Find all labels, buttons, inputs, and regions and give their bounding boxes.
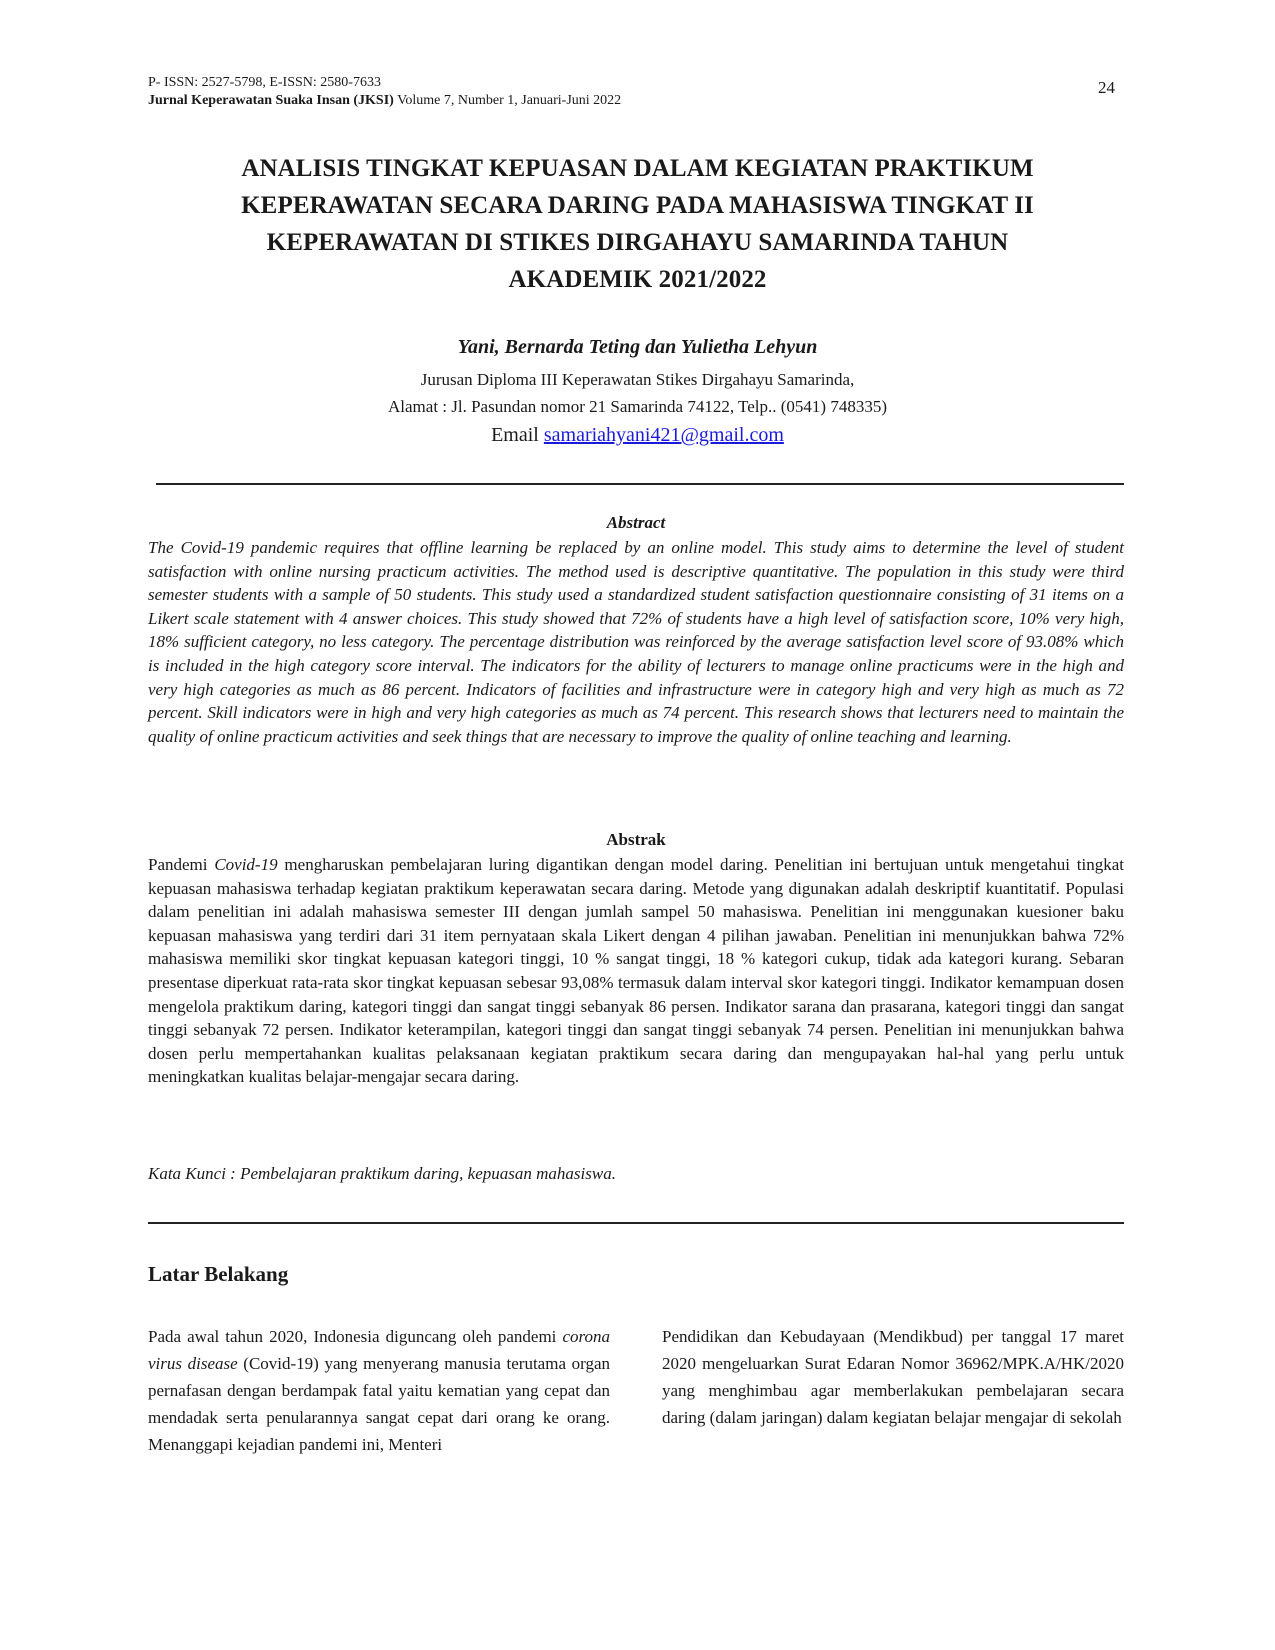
divider bbox=[156, 483, 1124, 485]
paper-title bbox=[140, 150, 1135, 298]
affiliation bbox=[140, 366, 1135, 420]
abstrak-italic-term: Covid-19 bbox=[214, 855, 278, 874]
body-italic-term: corona virus disease bbox=[148, 1327, 610, 1373]
abstrak-text: Pandemi bbox=[148, 855, 215, 874]
email-line bbox=[140, 424, 1135, 447]
body-text: (Covid-19) yang menyerang manusia terutama organ pernafasan dengan berdampak fatal yaitu kematian yang cepat dan mendadak serta penularannya sangat cepat dari orang ke orang. Menanggapi kejadian pandemi ini, Menteri bbox=[148, 1354, 610, 1454]
affiliation-line: Jurusan Diploma III Keperawatan Stikes Dirgahayu Samarinda, bbox=[420, 370, 855, 389]
body-text: Pada awal tahun 2020, Indonesia diguncang oleh pandemi bbox=[148, 1327, 563, 1346]
issn-line: P- ISSN: 2527-5798, E-ISSN: 2580-7633 bbox=[148, 75, 381, 90]
affiliation-line: Alamat : Jl. Pasundan nomor 21 Samarinda 74122, Telp.. (0541) 748335) bbox=[388, 397, 887, 416]
journal-header bbox=[148, 74, 1128, 110]
body-column-right: Pendidikan dan Kebudayaan (Mendikbud) per tanggal 17 maret 2020 mengeluarkan Surat Edaran Nomor 36962/MPK.A/HK/2020 yang menghimbau agar memberlakukan pembelajaran secara daring (dalam jaringan) dalam kegiatan belajar mengajar di sekolah bbox=[662, 1327, 1124, 1427]
email-label: Email bbox=[491, 424, 544, 446]
section-heading: Latar Belakang bbox=[148, 1262, 289, 1286]
title-line: ANALISIS TINGKAT KEPUASAN DALAM KEGIATAN PRAKTIKUM bbox=[241, 155, 1034, 182]
abstrak-text: mengharuskan pembelajaran luring digantikan dengan model daring. Penelitian ini bertujuan untuk mengetahui tingkat kepuasan mahasiswa terhadap kegiatan praktikum keperawatan secara daring. Metode yang digunakan adalah deskriptif kuantitatif. Populasi dalam penelitian ini adalah mahasiswa semester III dengan jumlah sampel 50 mahasiswa. Penelitian ini menggunakan kuesioner baku kepuasan mahasiswa yang terdiri dari 31 item pernyataan skala Likert dengan 4 pilihan jawaban. Penelitian ini menunjukkan bahwa 72% mahasiswa memiliki skor tingkat kepuasan kategori tinggi, 10 % sangat tinggi, 18 % kategori cukup, tidak ada kategori kurang. Sebaran presentase diperkuat rata-rata skor tingkat kepuasan sebesar 93,08% termasuk dalam interval skor kategori tinggi. Indikator kemampuan dosen mengelola praktikum daring, kategori tinggi dan sangat tinggi sebanyak 86 persen. Indikator sarana dan prasarana, kategori tinggi dan sangat tinggi sebanyak 72 persen. Indikator keterampilan, kategori tinggi dan sangat tinggi sebanyak 74 persen. Penelitian ini menunjukkan bahwa dosen perlu mempertahankan kualitas pelaksanaan kegiatan praktikum secara daring dan mengupayakan hal-hal yang perlu untuk meningkatkan kualitas belajar-mengajar secara daring. bbox=[148, 855, 1124, 1087]
title-line: KEPERAWATAN SECARA DARING PADA MAHASISWA TINGKAT II bbox=[241, 192, 1034, 219]
abstrak-heading: Abstrak bbox=[606, 830, 666, 849]
title-line: KEPERAWATAN DI STIKES DIRGAHAYU SAMARINDA TAHUN bbox=[266, 229, 1009, 256]
divider bbox=[148, 1222, 1124, 1224]
abstrak-body bbox=[148, 853, 1124, 1089]
abstract-heading: Abstract bbox=[606, 513, 666, 532]
abstract-body: The Covid-19 pandemic requires that offline learning be replaced by an online model. This study aims to determine the level of student satisfaction with online nursing practicum activities. The method used is descriptive quantitative. The population in this study were third semester students with a sample of 50 students. This study used a standardized student satisfaction questionnaire consisting of 31 items on a Likert scale statement with 4 answer choices. This study showed that 72% of students have a high level of satisfaction score, 10% very high, 18% sufficient category, no less category. The percentage distribution was reinforced by the average satisfaction level score of 93.08% which is included in the high category score interval. The indicators for the ability of lecturers to manage online practicums were in the high and very high categories as much as 86 percent. Indicators of facilities and infrastructure were in category high and very high as much as 72 percent. Skill indicators were in high and very high categories as much as 74 percent. This research shows that lecturers need to maintain the quality of online practicum activities and seek things that are necessary to improve the quality of online teaching and learning. bbox=[148, 538, 1124, 746]
authors: Yani, Bernarda Teting dan Yulietha Lehyun bbox=[457, 336, 818, 358]
page-number: 24 bbox=[1098, 78, 1115, 97]
journal-issue: Volume 7, Number 1, Januari-Juni 2022 bbox=[393, 93, 622, 108]
journal-line bbox=[148, 92, 1128, 110]
keywords: Kata Kunci : Pembelajaran praktikum daring, kepuasan mahasiswa. bbox=[148, 1164, 616, 1183]
body-column-left bbox=[148, 1323, 610, 1458]
journal-name: Jurnal Keperawatan Suaka Insan (JKSI) bbox=[148, 93, 394, 108]
title-line: AKADEMIK 2021/2022 bbox=[508, 266, 767, 293]
email-link[interactable]: samariahyani421@gmail.com bbox=[543, 424, 784, 446]
